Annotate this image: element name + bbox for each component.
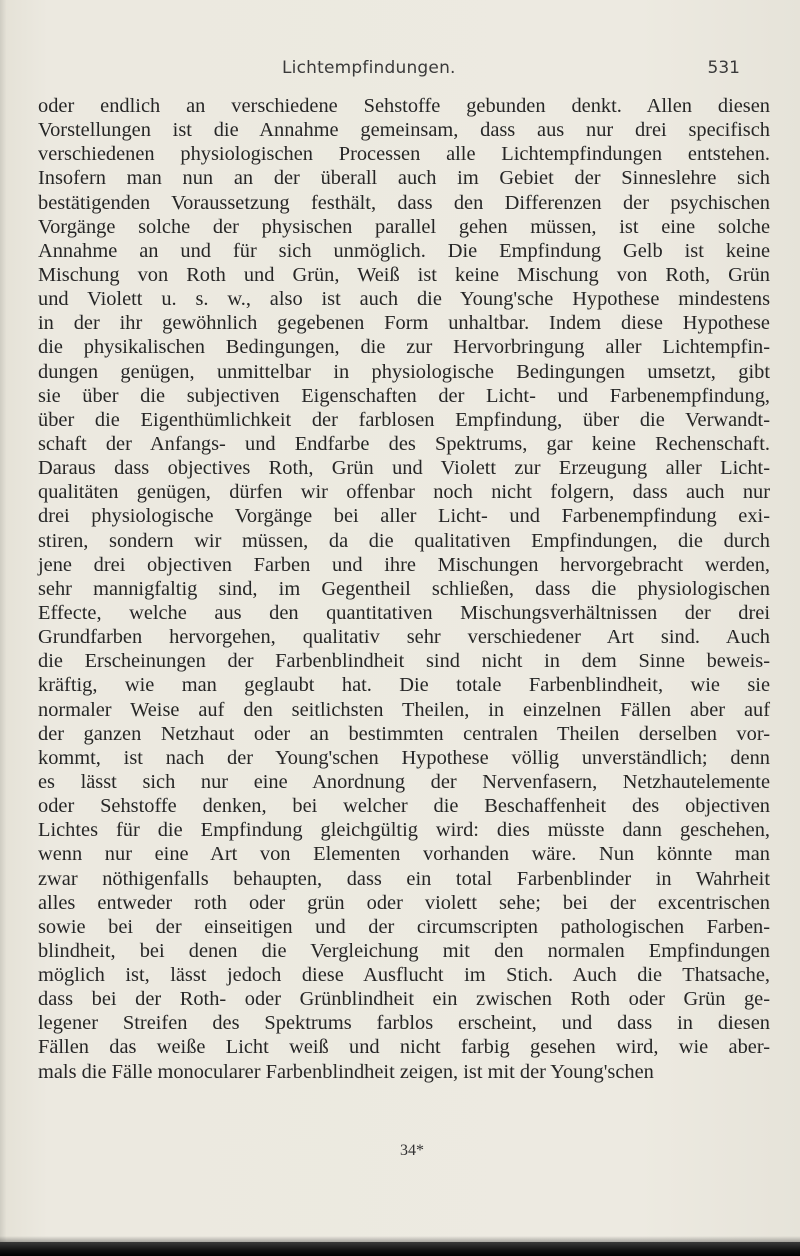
scan-bottom-edge	[0, 1242, 800, 1256]
text-line: schaft der Anfangs- und Endfarbe des Spektrums, gar keine Rechenschaft.	[38, 432, 770, 455]
text-line: drei physiologische Vorgänge bei aller Licht- und Farbenempfindung exi-	[38, 505, 770, 528]
text-line: über die Eigenthümlichkeit der farblosen Empfindung, über die Verwandt-	[38, 408, 770, 431]
text-line: qualitäten genügen, dürfen wir offenbar noch nicht folgern, dass auch nur	[38, 481, 770, 504]
page-gutter-shadow	[0, 0, 6, 1256]
text-line: oder Sehstoffe denken, bei welcher die Beschaffenheit des objectiven	[38, 795, 770, 818]
text-line: Daraus dass objectives Roth, Grün und Violett zur Erzeugung aller Licht-	[38, 457, 770, 480]
text-line: wenn nur eine Art von Elementen vorhanden wäre. Nun könnte man	[38, 843, 770, 866]
text-line: Mischung von Roth und Grün, Weiß ist keine Mischung von Roth, Grün	[38, 263, 770, 286]
text-line: bestätigenden Voraussetzung festhält, dass den Differenzen der psychischen	[38, 191, 770, 214]
text-line: Annahme an und für sich unmöglich. Die Empfindung Gelb ist keine	[38, 239, 770, 262]
text-line: Lichtes für die Empfindung gleichgültig wird: dies müsste dann geschehen,	[38, 819, 770, 842]
text-line: und Violett u. s. w., also ist auch die Young'sche Hypothese mindestens	[38, 288, 770, 311]
text-line: Vorgänge solche der physischen parallel gehen müssen, ist eine solche	[38, 215, 770, 238]
text-line: blindheit, bei denen die Vergleichung mit den normalen Empfindungen	[38, 939, 770, 962]
page-number: 531	[707, 58, 740, 78]
body-text	[38, 94, 770, 1084]
text-line: die physikalischen Bedingungen, die zur Hervorbringung aller Lichtempfin-	[38, 336, 770, 359]
signature-mark: 34*	[400, 1142, 424, 1159]
text-line: Insofern man nun an der überall auch im Gebiet der Sinneslehre sich	[38, 167, 770, 190]
text-line: sowie bei der einseitigen und der circumscripten pathologischen Farben-	[38, 915, 770, 938]
text-line: Vorstellungen ist die Annahme gemeinsam, dass aus nur drei specifisch	[38, 119, 770, 142]
text-line: Effecte, welche aus den quantitativen Mischungsverhältnissen der drei	[38, 601, 770, 624]
text-line: legener Streifen des Spektrums farblos erscheint, und dass in diesen	[38, 1012, 770, 1035]
text-line: dungen genügen, unmittelbar in physiologische Bedingungen umsetzt, gibt	[38, 360, 770, 383]
running-title: Lichtempfindungen.	[282, 58, 456, 78]
text-line: verschiedenen physiologischen Processen alle Lichtempfindungen entstehen.	[38, 143, 770, 166]
text-line: mals die Fälle monocularer Farbenblindheit zeigen, ist mit der Young'schen	[38, 1060, 654, 1083]
text-line: es lässt sich nur eine Anordnung der Nervenfasern, Netzhautelemente	[38, 770, 770, 793]
text-line: möglich ist, lässt jedoch diese Ausflucht im Stich. Auch die Thatsache,	[38, 964, 770, 987]
text-line: kräftig, wie man geglaubt hat. Die totale Farbenblindheit, wie sie	[38, 674, 770, 697]
page-header	[0, 58, 800, 82]
text-line: die Erscheinungen der Farbenblindheit sind nicht in dem Sinne beweis-	[38, 650, 770, 673]
text-line: dass bei der Roth- oder Grünblindheit ein zwischen Roth oder Grün ge-	[38, 988, 770, 1011]
text-line: alles entweder roth oder grün oder violett sehe; bei der excentrischen	[38, 891, 770, 914]
text-line: der ganzen Netzhaut oder an bestimmten centralen Theilen derselben vor-	[38, 722, 770, 745]
text-line: Grundfarben hervorgehen, qualitativ sehr verschiedener Art sind. Auch	[38, 626, 770, 649]
text-line: jene drei objectiven Farben und ihre Mischungen hervorgebracht werden,	[38, 553, 770, 576]
text-line: in der ihr gewöhnlich gegebenen Form unhaltbar. Indem diese Hypothese	[38, 312, 770, 335]
text-line: oder endlich an verschiedene Sehstoffe gebunden denkt. Allen diesen	[38, 95, 770, 117]
text-line: normaler Weise auf den seitlichsten Theilen, in einzelnen Fällen aber auf	[38, 698, 770, 721]
text-line: stiren, sondern wir müssen, da die qualitativen Empfindungen, die durch	[38, 529, 770, 552]
text-line: sie über die subjectiven Eigenschaften der Licht- und Farbenempfindung,	[38, 384, 770, 407]
text-line: kommt, ist nach der Young'schen Hypothese völlig unverständlich; denn	[38, 746, 770, 769]
text-line: Fällen das weiße Licht weiß und nicht farbig gesehen wird, wie aber-	[38, 1036, 770, 1059]
text-line: sehr mannigfaltig sind, im Gegentheil schließen, dass die physiologischen	[38, 577, 770, 600]
text-line: zwar nöthigenfalls behaupten, dass ein total Farbenblinder in Wahrheit	[38, 867, 770, 890]
